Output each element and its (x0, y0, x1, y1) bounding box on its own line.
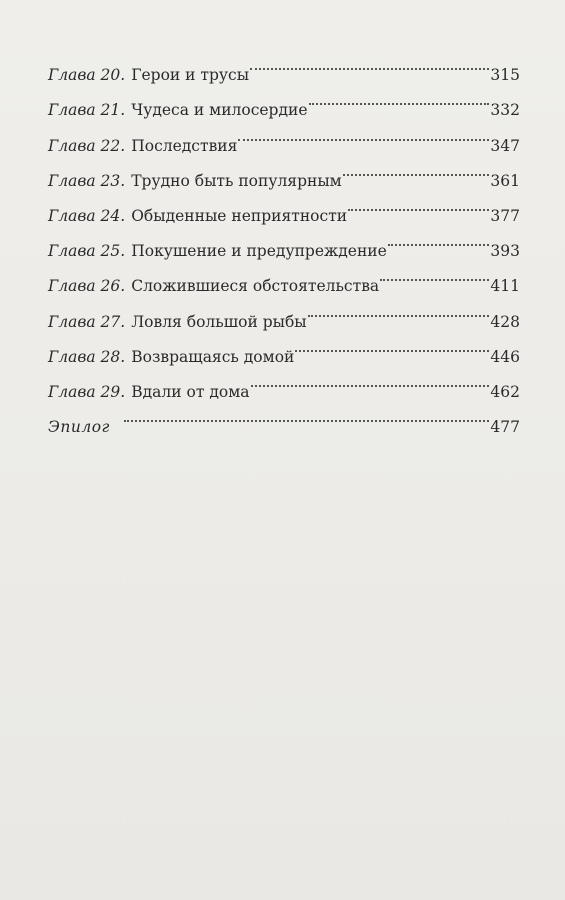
chapter-title: Обыденные неприятности (131, 206, 348, 225)
chapter-label: Глава 24. (48, 206, 126, 225)
dot-leader (124, 397, 490, 432)
chapter-label: Глава 23. (48, 171, 126, 190)
dot-leader (309, 80, 490, 115)
chapter-label: Глава 21. (48, 101, 126, 120)
dot-leader (295, 327, 489, 362)
page-number: 462 (490, 382, 520, 401)
dot-leader (348, 186, 489, 221)
chapter-title: Ловля большой рыбы (131, 312, 307, 331)
dot-leader (251, 362, 490, 397)
page-number: 377 (490, 206, 520, 225)
epilogue-label: Эпилог (48, 418, 110, 437)
chapter-title: Покушение и предупреждение (131, 242, 387, 261)
chapter-label: Глава 29. (48, 382, 126, 401)
dot-leader (388, 221, 490, 256)
dot-leader (380, 256, 489, 291)
page-number: 361 (490, 171, 520, 190)
toc-entry-chapter-20 (48, 45, 520, 85)
page-number: 393 (490, 242, 520, 261)
chapter-title: Вдали от дома (131, 382, 250, 401)
page-number: 347 (490, 136, 520, 155)
chapter-title: Сложившиеся обстоятельства (131, 277, 380, 296)
chapter-label: Глава 22. (48, 136, 126, 155)
page-number: 428 (490, 312, 520, 331)
chapter-title: Последствия (131, 136, 238, 155)
dot-leader (250, 45, 489, 80)
chapter-label: Глава 27. (48, 312, 126, 331)
chapter-label: Глава 20. (48, 66, 126, 85)
dot-leader (343, 151, 490, 186)
page-number: 315 (490, 66, 520, 85)
page-number: 332 (490, 101, 520, 120)
chapter-title: Чудеса и милосердие (131, 101, 308, 120)
chapter-title: Возвращаясь домой (131, 347, 295, 366)
table-of-contents (48, 45, 520, 437)
page-number: 477 (490, 418, 520, 437)
chapter-label: Глава 28. (48, 347, 126, 366)
page-number: 446 (490, 347, 520, 366)
dot-leader (238, 115, 489, 150)
chapter-title: Герои и трусы (131, 66, 250, 85)
dot-leader (308, 291, 490, 326)
chapter-label: Глава 26. (48, 277, 126, 296)
chapter-label: Глава 25. (48, 242, 126, 261)
page-number: 411 (490, 277, 520, 296)
chapter-title: Трудно быть популярным (131, 171, 342, 190)
